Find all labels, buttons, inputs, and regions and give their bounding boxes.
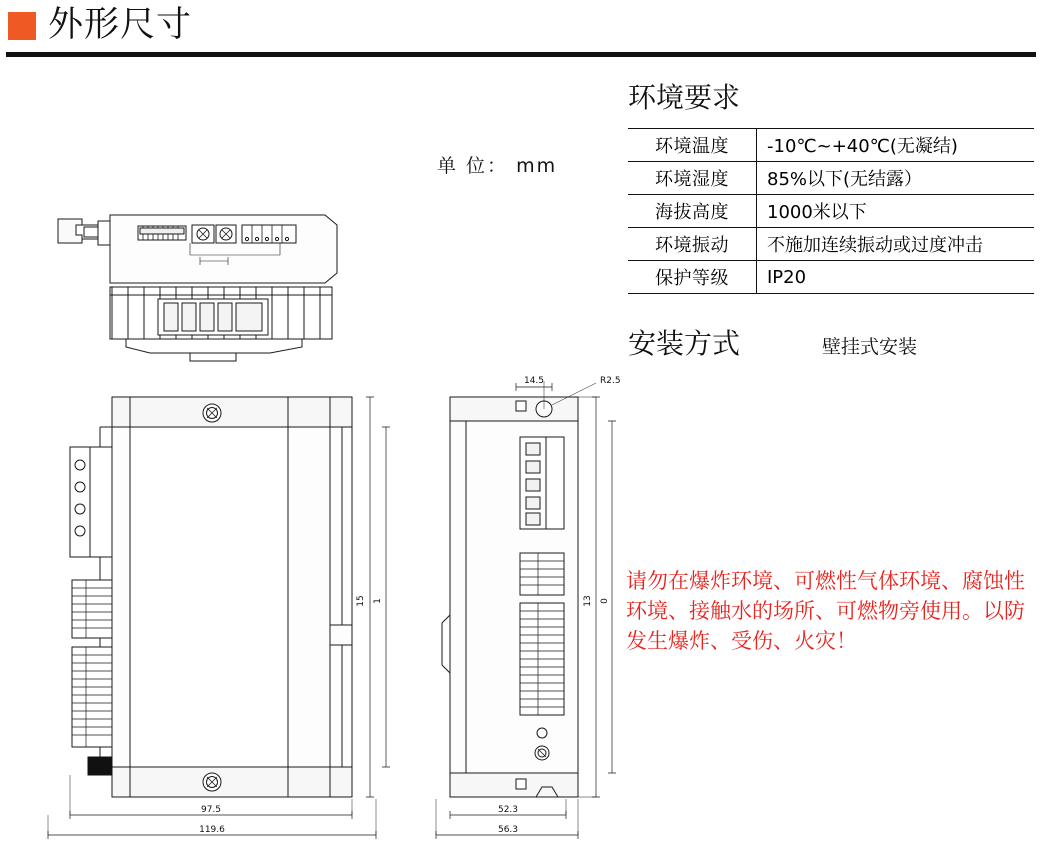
env-value: -10℃~+40℃(无凝结) <box>757 129 1035 162</box>
page-header <box>0 0 1042 58</box>
header-divider <box>6 52 1036 57</box>
unit-label: 单 位： mm <box>437 155 558 177</box>
front-view-svg <box>30 375 420 845</box>
front-height-inner-dim: 1 <box>373 598 383 604</box>
front-view-drawing <box>30 375 420 850</box>
header-marker-icon <box>8 12 36 40</box>
env-value: 1000米以下 <box>757 195 1035 228</box>
top-view-svg <box>40 195 360 365</box>
table-row <box>628 228 1034 261</box>
front-width-outer-dim: 119.6 <box>199 825 225 835</box>
env-value: IP20 <box>757 261 1035 294</box>
side-view-drawing <box>420 375 680 850</box>
side-depth-inner-dim: 52.3 <box>497 805 519 815</box>
side-height-outer-dim: 13 <box>583 595 593 607</box>
top-view-drawing <box>40 195 360 370</box>
env-value: 85%以下(无结露） <box>757 162 1035 195</box>
page-title: 外形尺寸 <box>48 5 193 45</box>
env-value: 不施加连续振动或过度冲击 <box>757 228 1035 261</box>
table-row <box>628 162 1034 195</box>
side-height-inner-dim: 0 <box>600 598 610 604</box>
env-key: 环境湿度 <box>628 162 757 195</box>
side-top-offset-dim: 14.5 <box>523 376 545 386</box>
table-row <box>628 129 1034 162</box>
front-height-outer-dim: 15 <box>356 595 366 607</box>
environment-requirements-title: 环境要求 <box>628 81 741 114</box>
warning-text: 请勿在爆炸环境、可燃性气体环境、腐蚀性环境、接触水的场所、可燃物旁使用。以防发生爆炸、受伤、火灾！ <box>626 569 1025 653</box>
env-key: 环境温度 <box>628 129 757 162</box>
side-view-svg <box>420 375 680 845</box>
side-depth-outer-dim: 56.3 <box>497 825 519 835</box>
installation-method-value: 壁挂式安装 <box>822 336 918 358</box>
env-key: 环境振动 <box>628 228 757 261</box>
env-key: 海拔高度 <box>628 195 757 228</box>
environment-requirements-table <box>628 128 1034 294</box>
table-row <box>628 195 1034 228</box>
installation-method-title: 安装方式 <box>628 327 741 360</box>
table-row <box>628 261 1034 294</box>
env-key: 保护等级 <box>628 261 757 294</box>
front-width-inner-dim: 97.5 <box>200 805 222 815</box>
side-radius-dim: R2.5 <box>600 376 621 386</box>
